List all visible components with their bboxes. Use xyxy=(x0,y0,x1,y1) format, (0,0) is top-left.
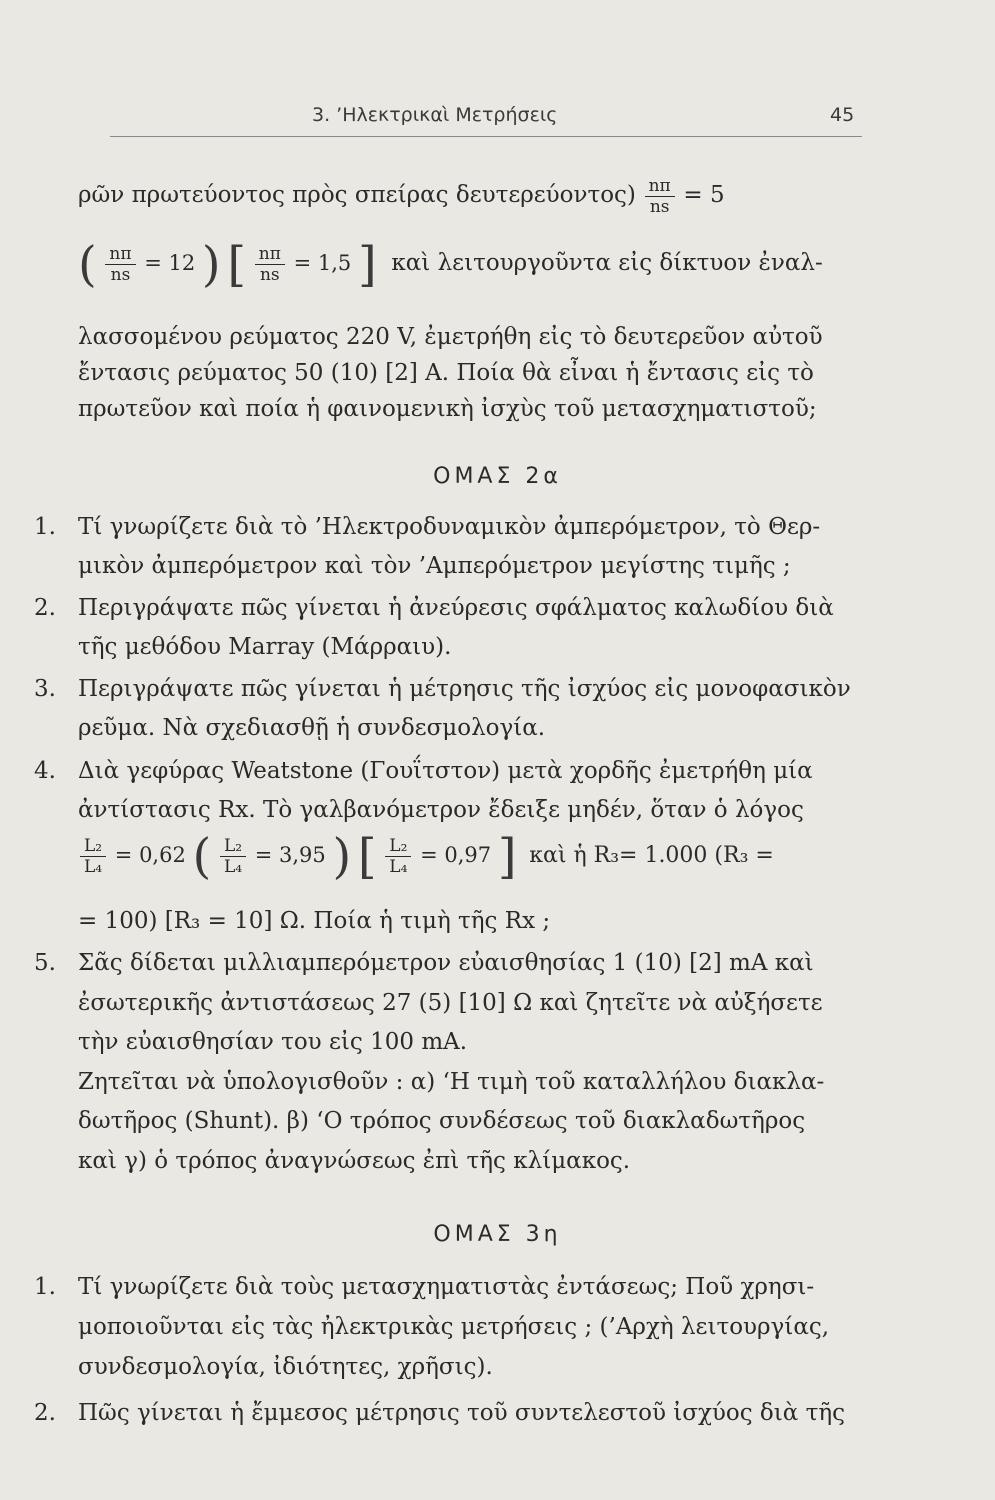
intro-line-4: ἔντασις ρεύματος 50 (10) [2] A. Ποία θὰ εἶναι ἡ ἔντασις εἰς τὸ xyxy=(78,360,814,386)
q5-line-6: καὶ γ) ὁ τρόπος ἀναγνώσεως ἐπὶ τῆς κλίμακος. xyxy=(78,1148,631,1174)
intro-line-5: πρωτεῦον καὶ ποία ἡ φαινομενικὴ ἰσχὺς τοῦ μετασχηματιστοῦ; xyxy=(78,396,817,422)
q1-number: 1. xyxy=(34,514,56,540)
heading-group-2a: ΟΜΑΣ 2α xyxy=(433,464,562,489)
q5-line-4: Ζητεῖται νὰ ὑπολογισθοῦν : α) ‘Η τιμὴ τοῦ καταλλήλου διακλα- xyxy=(78,1069,825,1095)
q5-number: 5. xyxy=(34,950,56,976)
heading-group-3h: ΟΜΑΣ 3η xyxy=(433,1222,562,1247)
g3-q1-line-1: Τί γνωρίζετε διὰ τοὺς μετασχηματιστὰς ἐντάσεως; Ποῦ χρησι- xyxy=(78,1274,815,1300)
q3-line-2: ρεῦμα. Νὰ σχεδιασθῇ ἡ συνδεσμολογία. xyxy=(78,715,546,741)
q4-line-1: Διὰ γεφύρας Weatstone (Γουΐτστον) μετὰ χορδῆς ἐμετρήθη μία xyxy=(78,758,813,784)
intro-line-2: ( $\frac{n\pi}{ns}$ = 12 ) [ $\frac{n\pi}{ns}$ = 1,5 ] καὶ λειτουργοῦντα εἰς δίκτυον ἐναλ- xyxy=(78,236,823,293)
q4-line-4: = 100) [R₃ = 10] Ω. Ποία ἡ τιμὴ τῆς Rx ; xyxy=(78,908,551,934)
page-number: 45 xyxy=(830,104,855,126)
q4-number: 4. xyxy=(34,758,56,784)
q5-line-5: δωτῆρος (Shunt). β) ‘Ο τρόπος συνδέσεως τοῦ διακλαδωτῆρος xyxy=(78,1108,806,1134)
g3-q2-number: 2. xyxy=(34,1400,56,1426)
q2-line-2: τῆς μεθόδου Marray (Μάρραιυ). xyxy=(78,634,452,660)
q1-line-1: Τί γνωρίζετε διὰ τὸ ’Ηλεκτροδυναμικὸν ἀμπερόμετρον, τὸ Θερ- xyxy=(78,514,821,540)
q4-formula-line: $\frac{\text{L₂}}{\text{L₄}}$ = 0,62 ( $\frac{\text{L₂}}{\text{L₄}}$ = 3,95 ) [ $\frac{\text{L₂}}{\text{L₄}}$ = 0,97 ] καὶ ἡ R₃= 1.000 (R₃ = xyxy=(78,836,774,877)
header-rule xyxy=(110,136,862,137)
q2-number: 2. xyxy=(34,595,56,621)
running-header-title: 3. ’Ηλεκτρικαὶ Μετρήσεις xyxy=(312,104,558,126)
intro-line-3: λασσομένου ρεύματος 220 V, ἐμετρήθη εἰς τὸ δευτερεῦον αὐτοῦ xyxy=(78,324,823,350)
g3-q1-line-3: συνδεσμολογία, ἰδιότητες, χρῆσις). xyxy=(78,1354,493,1380)
q1-line-2: μικὸν ἀμπερόμετρον καὶ τὸν ’Αμπερόμετρον μεγίστης τιμῆς ; xyxy=(78,553,791,579)
q4-line-2: ἀντίστασις Rx. Τὸ γαλβανόμετρον ἔδειξε μηδέν, ὅταν ὁ λόγος xyxy=(78,797,804,823)
g3-q1-number: 1. xyxy=(34,1274,56,1300)
q5-line-2: ἐσωτερικῆς ἀντιστάσεως 27 (5) [10] Ω καὶ ζητεῖτε νὰ αὐξήσετε xyxy=(78,990,823,1016)
q3-line-1: Περιγράψατε πῶς γίνεται ἡ μέτρησις τῆς ἰσχύος εἰς μονοφασικὸν xyxy=(78,676,851,702)
q5-line-3: τὴν εὐαισθησίαν του εἰς 100 mA. xyxy=(78,1029,468,1055)
q5-line-1: Σᾶς δίδεται μιλλιαμπερόμετρον εὐαισθησίας 1 (10) [2] mA καὶ xyxy=(78,950,814,976)
g3-q2-line-1: Πῶς γίνεται ἡ ἔμμεσος μέτρησις τοῦ συντελεστοῦ ἰσχύος διὰ τῆς xyxy=(78,1400,846,1426)
q2-line-1: Περιγράψατε πῶς γίνεται ἡ ἀνεύρεσις σφάλματος καλωδίου διὰ xyxy=(78,595,834,621)
g3-q1-line-2: μοποιοῦνται εἰς τὰς ἠλεκτρικὰς μετρήσεις ; (’Αρχὴ λειτουργίας, xyxy=(78,1314,830,1340)
intro-line-1: ρῶν πρωτεύοντος πρὸς σπείρας δευτερεύοντος) $\frac{n\pi}{ns}$ = 5 xyxy=(78,176,725,217)
turns-ratio-fraction: $\frac{n\pi}{ns}$ xyxy=(645,176,675,217)
q3-number: 3. xyxy=(34,676,56,702)
